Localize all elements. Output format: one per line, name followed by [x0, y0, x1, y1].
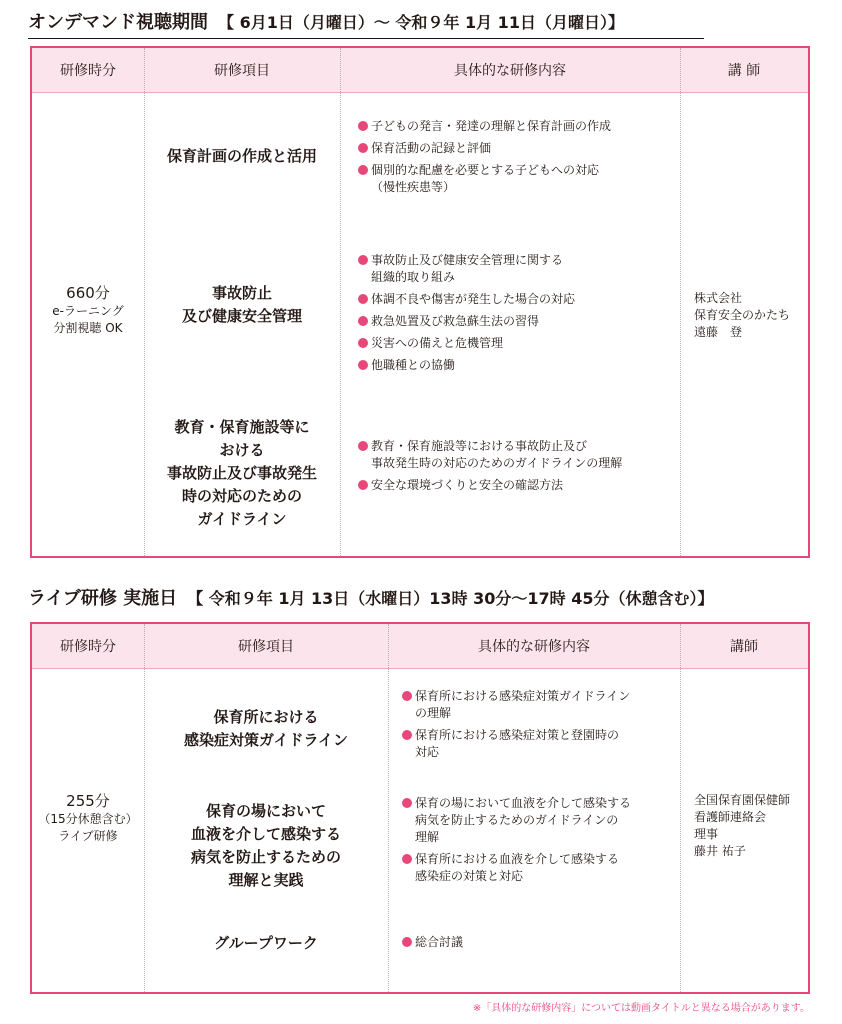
bullet-text: 体調不良や傷害が発生した場合の対応 [371, 292, 576, 306]
time-note: （15分休憩含む） [38, 812, 138, 826]
title-line: 保育の場において [205, 802, 326, 820]
bullet-dot-icon [402, 691, 412, 701]
bullet-text: 組織的取り組み [371, 270, 456, 284]
bullet-text: 事故発生時の対応のためのガイドラインの理解 [371, 456, 623, 470]
bullet-list [358, 118, 611, 201]
list-item [358, 162, 611, 196]
bullet-list [358, 438, 622, 499]
header-content: 具体的な研修内容 [478, 639, 590, 655]
list-item [358, 291, 575, 308]
item-title [144, 800, 388, 892]
title-line: 時の対応のための [181, 487, 302, 505]
bullet-text: 理解 [415, 830, 440, 844]
bullet-dot-icon [358, 255, 368, 265]
section1-heading-main: オンデマンド視聴期間 [28, 12, 208, 33]
bullet-text: 総合討議 [415, 935, 464, 949]
bullet-text: 感染症の対策と対応 [415, 869, 524, 883]
bullet-text: の理解 [415, 706, 452, 720]
header-time: 研修時分 [60, 639, 116, 655]
instructor-cell [694, 792, 790, 860]
item-title [144, 416, 340, 531]
list-item [358, 477, 622, 494]
item-title [144, 932, 388, 955]
item-title [144, 145, 340, 168]
bullet-dot-icon [402, 854, 412, 864]
header-instructor: 講 師 [727, 63, 761, 79]
title-line: 血液を介して感染する [190, 825, 341, 843]
list-item [358, 335, 575, 352]
item-title [144, 282, 340, 328]
header-item: 研修項目 [238, 639, 294, 655]
title-line: 事故防止 [211, 284, 272, 302]
section2-table-header [32, 624, 808, 669]
section2-table [30, 622, 810, 994]
time-minutes: 255分 [66, 792, 110, 810]
instructor-line: 藤井 祐子 [694, 844, 746, 858]
list-item [358, 252, 575, 286]
bullet-list [402, 688, 630, 766]
time-note: e-ラーニング [52, 304, 124, 318]
list-item [358, 140, 611, 157]
instructor-line: 理事 [694, 827, 719, 841]
bullet-text: （慢性疾患等） [371, 180, 456, 194]
title-line: 病気を防止するための [190, 848, 341, 866]
item-title [144, 706, 388, 752]
bullet-list [358, 252, 575, 379]
bullet-dot-icon [358, 441, 368, 451]
section1-table-header [32, 48, 808, 93]
list-item [402, 727, 630, 761]
title-line: 保育計画の作成と活用 [166, 147, 317, 165]
bullet-text: 保育の場において血液を介して感染する [415, 796, 632, 810]
bullet-dot-icon [402, 937, 412, 947]
header-time: 研修時分 [60, 63, 116, 79]
list-item [402, 851, 631, 885]
bullet-dot-icon [358, 294, 368, 304]
title-line: 及び健康安全管理 [181, 307, 302, 325]
list-item [358, 313, 575, 330]
instructor-line: 保育安全のかたち [694, 308, 791, 322]
bullet-text: 救急処置及び救急蘇生法の習得 [371, 314, 540, 328]
title-line: おける [219, 441, 265, 459]
divider [680, 624, 681, 992]
bullet-text: 保育所における感染症対策ガイドライン [415, 689, 631, 703]
title-line: 事故防止及び事故発生 [166, 464, 317, 482]
bullet-dot-icon [402, 798, 412, 808]
section2-heading-main: ライブ研修 実施日 [28, 588, 178, 609]
section1-heading-date: 【 6月1日（月曜日）～ 令和９年 1月 11日（月曜日）】 [218, 13, 624, 32]
instructor-line: 遠藤 登 [694, 325, 743, 339]
title-line: 保育所における [213, 708, 319, 726]
bullet-text: 保育活動の記録と評価 [371, 141, 492, 155]
bullet-text: 他職種との協働 [371, 358, 456, 372]
bullet-text: 病気を防止するためのガイドラインの [415, 813, 619, 827]
list-item [358, 118, 611, 135]
list-item [402, 688, 630, 722]
bullet-text: 個別的な配慮を必要とする子どもへの対応 [371, 163, 600, 177]
title-line: 教育・保育施設等に [174, 418, 310, 436]
title-line: 理解と実践 [228, 871, 304, 889]
time-cell [32, 284, 144, 337]
bullet-text: 事故防止及び健康安全管理に関する [371, 253, 564, 267]
bullet-list [402, 795, 631, 890]
time-note: ライブ研修 [58, 829, 118, 843]
footnote: ※「具体的な研修内容」については動画タイトルと異なる場合があります。 [472, 1003, 810, 1014]
header-item: 研修項目 [214, 63, 270, 79]
section1-table [30, 46, 810, 558]
list-item [402, 934, 463, 951]
title-line: ガイドライン [197, 510, 287, 528]
instructor-cell [694, 290, 790, 341]
divider [340, 48, 341, 556]
header-content: 具体的な研修内容 [454, 63, 566, 79]
title-line: 感染症対策ガイドライン [183, 731, 349, 749]
bullet-dot-icon [358, 338, 368, 348]
title-line: グループワーク [214, 934, 318, 952]
header-instructor: 講師 [730, 639, 758, 655]
bullet-text: 安全な環境づくりと安全の確認方法 [371, 478, 564, 492]
divider [388, 624, 389, 992]
bullet-dot-icon [358, 143, 368, 153]
bullet-text: 保育所における感染症対策と登園時の [415, 728, 620, 742]
list-item [402, 795, 631, 846]
bullet-dot-icon [358, 480, 368, 490]
bullet-dot-icon [402, 730, 412, 740]
bullet-text: 教育・保育施設等における事故防止及び [371, 439, 588, 453]
bullet-list [402, 934, 463, 956]
bullet-text: 災害への備えと危機管理 [371, 336, 504, 350]
bullet-text: 子どもの発言・発達の理解と保育計画の作成 [371, 119, 612, 133]
bullet-dot-icon [358, 316, 368, 326]
instructor-line: 看護師連絡会 [694, 810, 767, 824]
time-cell [32, 792, 144, 845]
bullet-dot-icon [358, 360, 368, 370]
bullet-dot-icon [358, 165, 368, 175]
bullet-dot-icon [358, 121, 368, 131]
list-item [358, 438, 622, 472]
section1-heading [28, 8, 704, 39]
list-item [358, 357, 575, 374]
bullet-text: 保育所における血液を介して感染する [415, 852, 620, 866]
section2-heading-date: 【 令和９年 1月 13日（水曜日）13時 30分～17時 45分（休憩含む）】 [187, 589, 714, 608]
section2-heading [28, 584, 714, 610]
time-note: 分割視聴 OK [53, 321, 123, 335]
instructor-line: 全国保育園保健師 [694, 793, 791, 807]
divider [680, 48, 681, 556]
instructor-line: 株式会社 [694, 291, 743, 305]
bullet-text: 対応 [415, 745, 440, 759]
time-minutes: 660分 [66, 284, 110, 302]
